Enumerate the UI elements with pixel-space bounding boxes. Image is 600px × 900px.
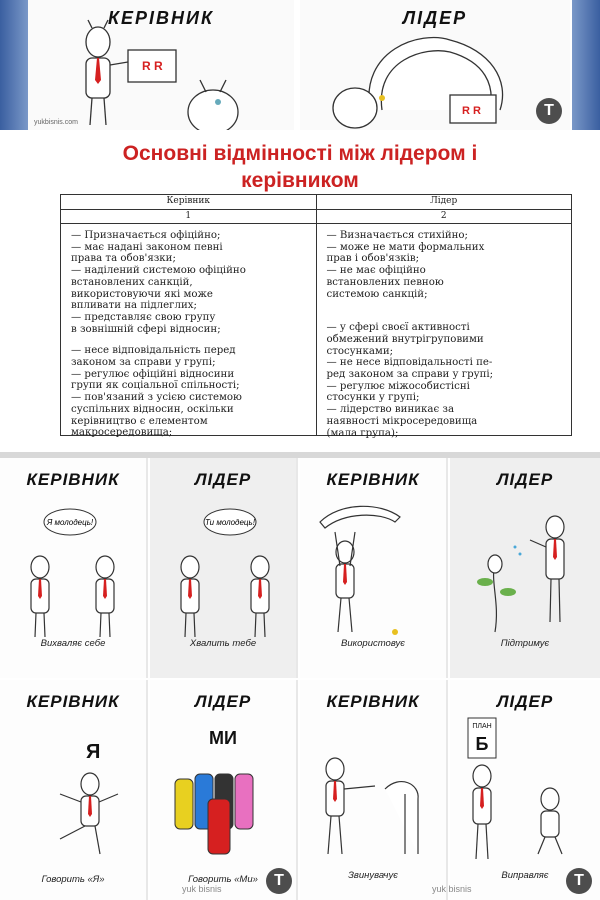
- speech-bubble-text: Ти молодець!: [205, 518, 255, 527]
- svg-text:R R: R R: [462, 105, 481, 117]
- left-blue-bar: [0, 0, 28, 130]
- supporting-illustration: [450, 492, 600, 642]
- card-manager-blames: [300, 680, 448, 900]
- comparison-comic-grid: [0, 458, 600, 900]
- card-leader-supports: [450, 458, 600, 678]
- card-caption: Використовує: [341, 638, 405, 649]
- card-caption: Говорить «Я»: [41, 874, 105, 885]
- yukbisnis-logo: yuk bisnis: [182, 884, 222, 894]
- card-leader-says-we: [150, 680, 298, 900]
- header-leader: Лідер: [430, 196, 458, 206]
- card-title: ЛІДЕР: [194, 470, 252, 489]
- main-heading: [40, 140, 560, 194]
- saying-we-illustration: [150, 714, 296, 864]
- yukbisnis-logo: yuk bisnis: [432, 884, 472, 894]
- sign-letter: Я: [86, 741, 101, 763]
- card-title: ЛІДЕР: [194, 692, 252, 711]
- heading-line-2: керівником: [241, 169, 359, 192]
- manager-column: [61, 224, 317, 439]
- right-blue-bar: [572, 0, 600, 130]
- header-manager: Керівник: [61, 195, 317, 209]
- blaming-illustration: [300, 714, 446, 864]
- card-title: КЕРІВНИК: [26, 470, 120, 489]
- speech-bubble-text: Я молодець!: [46, 518, 94, 527]
- card-caption: Виправляє: [501, 870, 549, 881]
- table-number-row: [61, 210, 571, 224]
- panel-title: ЛІДЕР: [402, 8, 468, 28]
- saying-i-illustration: [0, 714, 146, 864]
- card-title: КЕРІВНИК: [326, 692, 420, 711]
- table-body: [61, 224, 571, 439]
- correcting-illustration: [450, 714, 600, 864]
- manager-traits-block-2: — несе відповідальність перед законом за справи у групі; — регулює офіційні відносини групи як соціальної спільності; — пов'язаний з усією системою суспільних відносин, оскільки керівництво є елементом макросередовища;: [71, 345, 242, 439]
- heading-line-1: Основні відмінності між лідером і: [122, 142, 478, 165]
- plan-letter: Б: [475, 734, 489, 754]
- card-manager-praises-self: [0, 458, 148, 678]
- card-title: КЕРІВНИК: [326, 470, 420, 489]
- card-title: КЕРІВНИК: [26, 692, 120, 711]
- t-logo: T: [266, 868, 292, 894]
- praising-self-illustration: [0, 492, 146, 642]
- card-manager-says-i: [0, 680, 148, 900]
- card-leader-praises-you: [150, 458, 298, 678]
- table-header-row: [61, 195, 571, 210]
- card-manager-uses: [300, 458, 448, 678]
- svg-text:R R: R R: [142, 59, 163, 73]
- column-number-2: 2: [440, 211, 447, 221]
- leader-traits-block-2: — у сфері своєї активності обмежений внутрігруповими стосунками; — не несе відповідальності пе- ред законом за справи у групі; — регулює міжособистісні стосунки у групі; — лідерство виникає за наявності мікросередовища (мала група);: [326, 322, 494, 439]
- leader-traits-block-1: — Визначається стихійно; — може не мати формальних прав і обов'язків; — не має офіційно встановлених певною системою санкцій;: [326, 230, 485, 300]
- using-illustration: [300, 492, 446, 642]
- top-panel-manager: [28, 0, 294, 130]
- card-caption: Звинувачує: [348, 870, 398, 881]
- panel-title: КЕРІВНИК: [107, 8, 215, 28]
- card-title: ЛІДЕР: [496, 692, 554, 711]
- watermark: yukbisnis.com: [34, 119, 78, 126]
- card-caption: Говорить «Ми»: [188, 874, 258, 885]
- manager-traits-block-1: — Призначається офіційно; — має надані законом певні права та обов'язки; — наділений системою офіційно встановлених санкцій, використовуючи які може впливати на підлеглих; — представляє свою групу в зовнішній сфері відносин;: [71, 230, 246, 335]
- card-title: ЛІДЕР: [496, 470, 554, 489]
- card-caption: Хвалить тебе: [189, 638, 257, 649]
- t-logo: T: [536, 98, 562, 124]
- card-caption: Підтримує: [500, 638, 550, 649]
- top-panel-leader: [300, 0, 570, 130]
- t-logo: T: [566, 868, 592, 894]
- column-number-1: 1: [61, 210, 317, 223]
- card-leader-corrects: [450, 680, 600, 900]
- card-caption: Вихваляє себе: [40, 638, 106, 649]
- sign-text: МИ: [209, 728, 237, 748]
- praising-you-illustration: [150, 492, 296, 642]
- comparison-table: [60, 194, 572, 439]
- leader-column: [317, 224, 572, 439]
- plan-label: ПЛАН: [472, 723, 492, 730]
